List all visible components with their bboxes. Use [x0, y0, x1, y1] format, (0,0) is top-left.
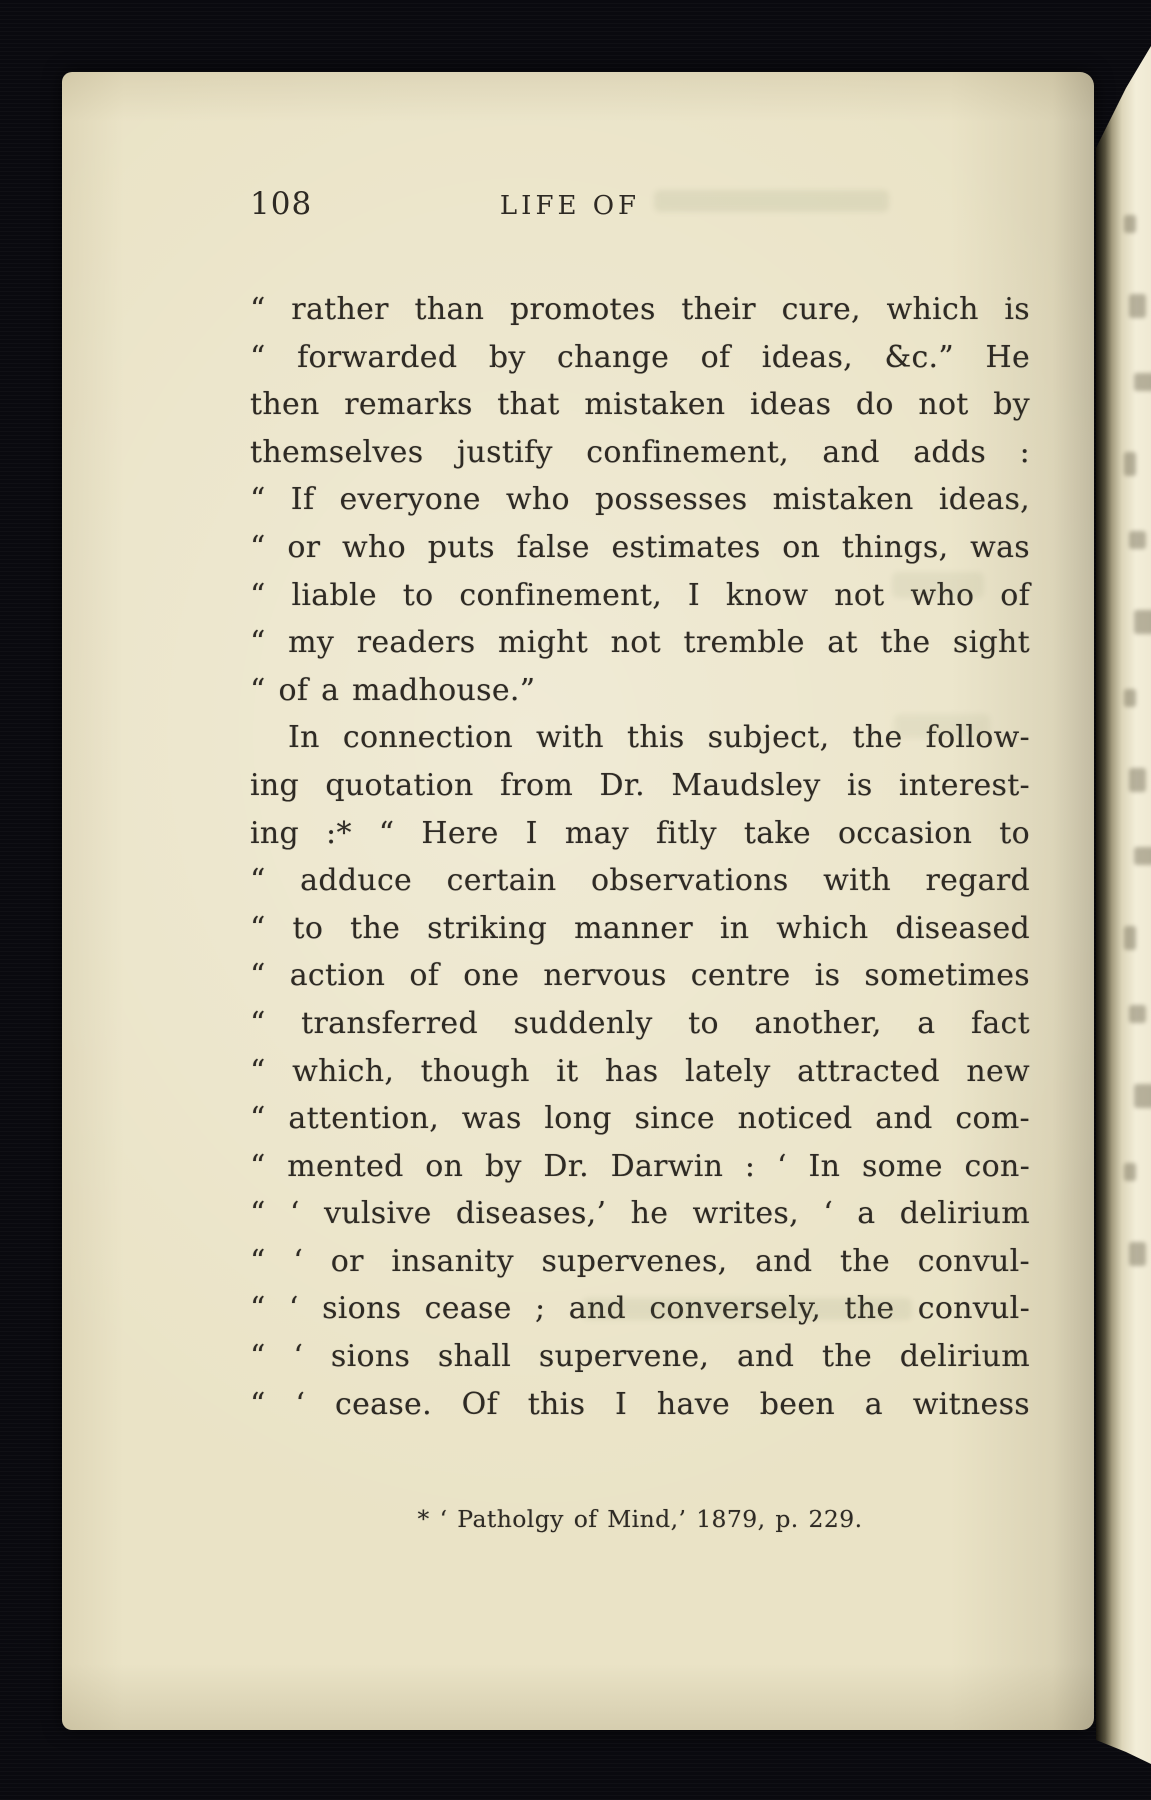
edge-text-mark — [1134, 847, 1151, 865]
page-body — [250, 286, 1030, 1428]
text-line: “ of a madhouse.” — [250, 672, 536, 708]
text-line: then remarks that mistaken ideas do not by — [250, 387, 1030, 423]
text-line: In connection with this subject, the follow- — [288, 720, 1030, 756]
page-header — [62, 184, 1094, 224]
text-line: ing quotation from Dr. Maudsley is interest- — [250, 767, 1030, 803]
edge-text-mark — [1129, 768, 1146, 792]
text-line: “ attention, was long since noticed and com- — [250, 1101, 1030, 1137]
edge-text-mark — [1134, 373, 1151, 391]
text-line: “ my readers might not tremble at the sight — [250, 625, 1030, 661]
text-line: “ ‘ vulsive diseases,’ he writes, ‘ a delirium — [250, 1196, 1030, 1232]
text-line: themselves justify confinement, and adds : — [250, 434, 1030, 470]
text-line: “ ‘ sions shall supervene, and the delirium — [250, 1339, 1030, 1375]
text-line: “ ‘ sions cease ; and conversely, the convul- — [250, 1291, 1030, 1327]
edge-text-mark — [1134, 1084, 1151, 1108]
text-line: “ ‘ or insanity supervenes, and the convul- — [250, 1243, 1030, 1279]
edge-text-mark — [1124, 926, 1136, 950]
text-line: “ which, though it has lately attracted new — [250, 1053, 1030, 1089]
edge-text-mark — [1134, 610, 1151, 634]
text-line: “ adduce certain observations with regard — [250, 863, 1030, 899]
page-number: 108 — [250, 186, 313, 222]
text-line: “ mented on by Dr. Darwin : ‘ In some con- — [250, 1148, 1030, 1184]
text-line: “ rather than promotes their cure, which is — [250, 292, 1030, 327]
adjacent-page-edge — [1096, 40, 1151, 1775]
text-line: “ action of one nervous centre is sometimes — [250, 958, 1030, 994]
edge-text-mark — [1124, 689, 1136, 707]
edge-text-mark — [1129, 1005, 1146, 1023]
text-line: ing :* “ Here I may fitly take occasion to — [250, 815, 1030, 851]
edge-text-mark — [1124, 215, 1136, 233]
text-line: “ to the striking manner in which diseased — [250, 910, 1030, 946]
text-line: “ forwarded by change of ideas, &c.” He — [250, 339, 1030, 375]
book-page — [62, 72, 1094, 1730]
edge-text-mark — [1129, 1242, 1146, 1266]
edge-text-mark — [1124, 1163, 1136, 1181]
text-line: “ ‘ cease. Of this I have been a witness — [250, 1386, 1030, 1422]
edge-text-mark — [1129, 531, 1146, 549]
text-line: “ liable to confinement, I know not who of — [250, 577, 1030, 613]
text-line: “ If everyone who possesses mistaken ideas, — [250, 482, 1030, 518]
edge-text-mark — [1129, 294, 1146, 318]
running-title: LIFE OF — [499, 191, 641, 221]
footnote: * ‘ Patholgy of Mind,’ 1879, p. 229. — [417, 1505, 863, 1533]
text-line: “ transferred suddenly to another, a fact — [250, 1005, 1030, 1041]
text-line: “ or who puts false estimates on things, was — [250, 529, 1030, 565]
edge-text-mark — [1124, 452, 1136, 476]
